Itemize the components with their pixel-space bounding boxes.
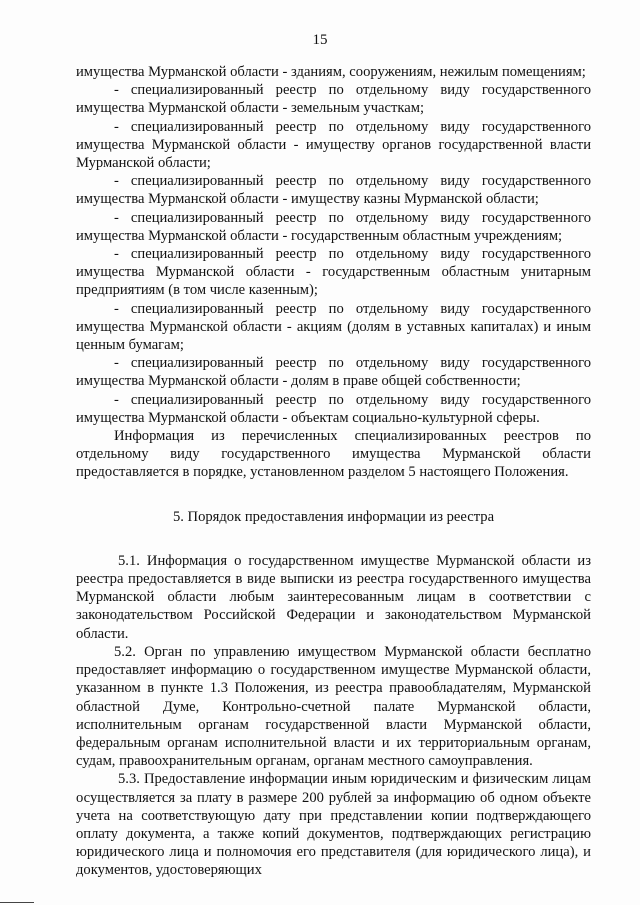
document-body — [76, 63, 591, 880]
clause-5-3: 5.3. Предоставление информации иным юридическим и физическим лицам осуществляется за плату в размере 200 рублей за информацию об одном объекте учета на соответствующую дату при представлении копии подтверждающего оплату документа, а также копий документов, подтверждающих регистрацию юридического лица и полномочия его представителя (для юридического лица), и документов, удостоверяющих — [76, 771, 591, 879]
list-item-institutions: - специализированный реестр по отдельному виду государственного имущества Мурманской области - государственным областным учреждениям; — [76, 209, 591, 244]
page-number: 15 — [312, 32, 328, 48]
list-item-treasury: - специализированный реестр по отдельному виду государственного имущества Мурманской области - имуществу казны Мурманской области; — [76, 173, 591, 208]
clause-5-2: 5.2. Орган по управлению имуществом Мурманской области бесплатно предоставляет информацию о государственном имуществе Мурманской области, указанном в пункте 1.3 Положения, из реестра правообладателям, Мурманской областной Думе, Контрольно-счетной палате Мурманской области, исполнительным органам государственной власти Мурманской области, федеральным органам исполнительной власти и их территориальным органам, судам, правоохранительным органам, органам местного самоуправления. — [76, 643, 591, 770]
section-heading: 5. Порядок предоставления информации из реестра — [172, 508, 495, 525]
list-item-common-property: - специализированный реестр по отдельному виду государственного имущества Мурманской области - долям в праве общей собственности; — [76, 355, 591, 390]
list-item-social-cultural: - специализированный реестр по отдельному виду государственного имущества Мурманской области - объектам социально-культурной сферы. — [76, 391, 591, 426]
clause-5-1: 5.1. Информация о государственном имуществе Мурманской области из реестра предоставляется в виде выписки из реестра государственного имущества Мурманской области любым заинтересованным лицам в соответствии с законодательством Российской Федерации и законодательством Мурманской области. — [76, 552, 591, 642]
list-item-enterprises: - специализированный реестр по отдельному виду государственного имущества Мурманской области - государственным областным унитарным предприятиям (в том числе казенным); — [76, 246, 591, 299]
list-item-authorities: - специализированный реестр по отдельному виду государственного имущества Мурманской области - имуществу органов государственной власти Мурманской области; — [76, 118, 591, 172]
scan-edge-mark — [0, 902, 34, 903]
list-item-land: - специализированный реестр по отдельному виду государственного имущества Мурманской области - земельным участкам; — [76, 82, 591, 117]
list-item-shares: - специализированный реестр по отдельному виду государственного имущества Мурманской области - акциям (долям в уставных капиталах) и иным ценным бумагам; — [76, 300, 591, 354]
paragraph-continuation: имущества Мурманской области - зданиям, сооружениям, нежилым помещениям; — [76, 64, 586, 80]
paragraph-information: Информация из перечисленных специализированных реестров по отдельному виду государственного имущества Мурманской области предоставляется в порядке, установленном разделом 5 настоящего Положения. — [76, 428, 591, 481]
